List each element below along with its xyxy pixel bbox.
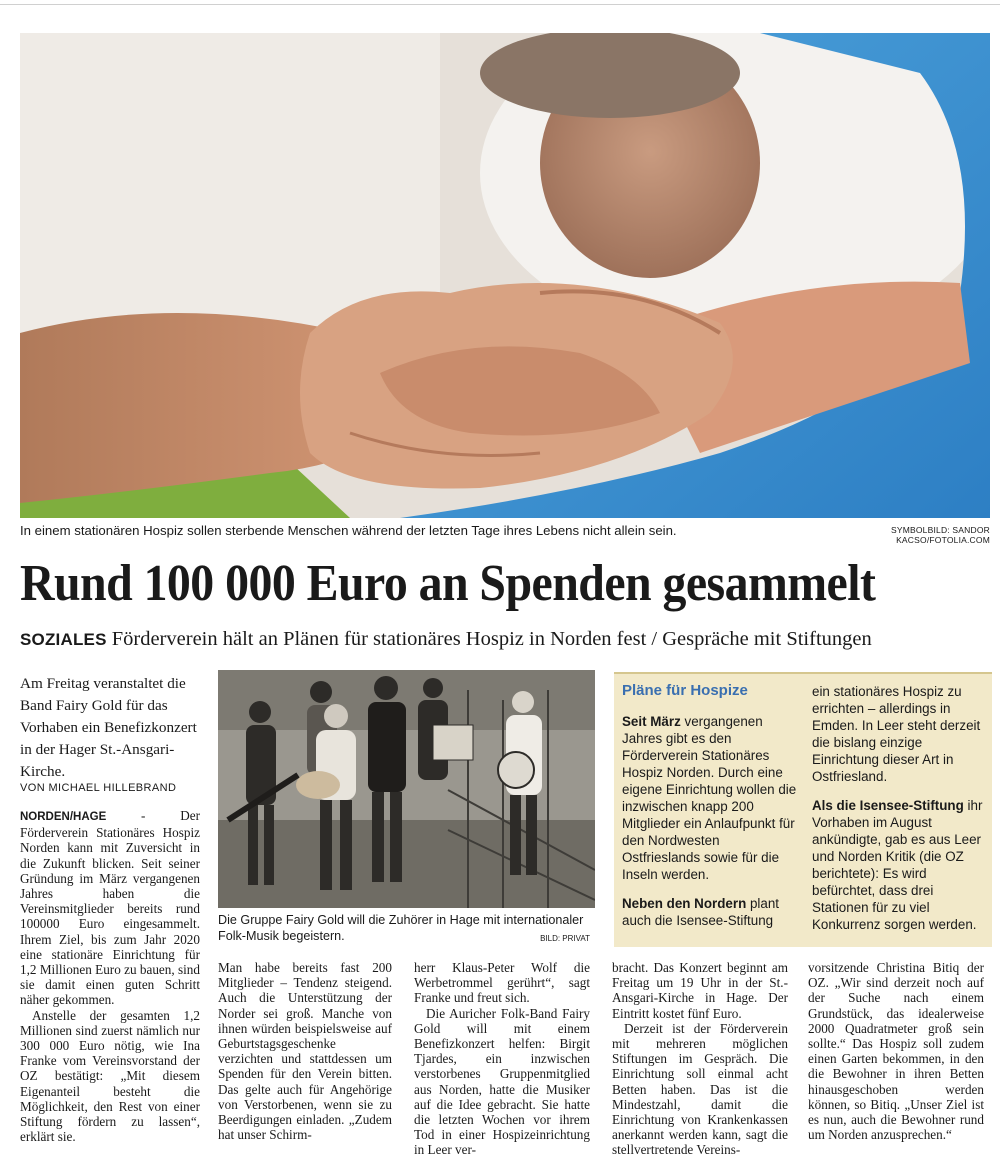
headline: Rund 100 000 Euro an Spenden gesammelt xyxy=(20,555,876,612)
hero-photo-credit: SYMBOLBILD: SANDOR KACSO/FOTOLIA.COM xyxy=(890,525,990,545)
hero-caption: In einem stationären Hospiz sollen sterbende Menschen während der letzten Tage ihres Lebens nicht allein sein. xyxy=(20,523,677,538)
info-lead: Neben den Nordern xyxy=(622,896,747,911)
article-paragraph: bracht. Das Konzert beginnt am Freitag um 19 Uhr in der St.-Ansgari-Kirche in Hage. Der Eintritt kostet fünf Euro. xyxy=(612,960,788,1021)
byline: VON MICHAEL HILLEBRAND xyxy=(20,782,177,794)
intro-teaser: Am Freitag veranstaltet die Band Fairy Gold für das Vorhaben ein Benefizkonzert in der Hager St.-Ansgari-Kirche. xyxy=(20,675,197,780)
page-top-rule xyxy=(0,4,1000,5)
info-paragraph: ein stationäres Hospiz zu errichten – allerdings in Emden. In Leer steht derzeit die bislang einzige Einrichtung dieser Art in Ostfriesland. xyxy=(812,684,981,784)
info-paragraph xyxy=(812,797,984,933)
info-text: ihr Vorhaben im August ankündigte, gab es aus Leer und Norden Kritik (die OZ berichtete): Es wird befürchtet, dass drei Stationen für zu viel Konkurrenz sorgen werden. xyxy=(812,798,983,932)
hero-photo xyxy=(20,33,990,518)
article-column-3 xyxy=(414,960,590,1158)
article-column-5 xyxy=(808,960,984,1142)
info-box-column-right xyxy=(812,683,984,933)
article-paragraph: Man habe bereits fast 200 Mitglieder – Tendenz steigend. Auch die Unterstützung der Norder sei groß. Manche von ihnen würden beispielsweise auf Geburtstagsgeschenke verzichten und stattdessen um Spenden für den Verein bitten. Das gelte auch für Angehörige von Verstorbenen, wenn sie zu Beerdigungen einladen. „Zudem hat unser Schirm- xyxy=(218,960,392,1143)
info-paragraph xyxy=(622,895,798,929)
band-photo-credit: BILD: PRIVAT xyxy=(540,934,590,943)
info-text: plant auch die Isensee-Stiftung xyxy=(622,896,780,928)
dateline: NORDEN/HAGE xyxy=(20,811,107,823)
info-lead: Seit März xyxy=(622,714,681,729)
article-paragraph xyxy=(20,808,200,1008)
subheadline xyxy=(20,626,990,653)
article-paragraph: vorsitzende Christina Bitiq der OZ. „Wir sind derzeit noch auf der Suche nach einem Grundstück, das idealerweise 2000 Quadratmeter groß sein sollte.“ Das Hospiz soll zudem einen Garten bekommen, in den die Bewohner in ihren Betten hinausgeschoben werden können, so Bitiq. „Unser Ziel ist es nun, auch die Bewohner rund um Norden anzusprechen.“ xyxy=(808,960,984,1143)
info-lead: Als die Isensee-Stiftung xyxy=(812,798,964,813)
article-paragraph: Derzeit ist der Förderverein mit mehreren möglichen Stiftungen im Gespräch. Die Einrichtung soll einmal acht Betten haben. Das ist die Mindestzahl, damit die Einrichtung von Krankenkassen anerkannt werden kann, sagt die stellvertretende Vereins- xyxy=(612,1020,788,1158)
article-column-2 xyxy=(218,960,392,1142)
band-photo-caption: Die Gruppe Fairy Gold will die Zuhörer in Hage mit internationaler Folk-Musik begeistern. xyxy=(218,913,584,943)
band-photo xyxy=(218,670,595,908)
article-paragraph: Anstelle der gesamten 1,2 Millionen sind zuerst nämlich nur 300 000 Euro nötig, wie Ina Franke vom Vereinsvorstand der OZ bestätigt: „Mit diesem Eigenanteil besteht die Möglichkeit, den Rest von einer Stiftung fördern zu lassen“, erklärt sie. xyxy=(20,1007,200,1145)
info-box-title: Pläne für Hospize xyxy=(622,682,748,699)
article-paragraph: Die Auricher Folk-Band Fairy Gold will mit einem Benefizkonzert helfen: Birgit Tjardes, ein inzwischen verstorbenes Gruppenmitglied aus Norden, hatte die Musiker auf die Idee gebracht. Sie hatte die letzten Wochen vor ihrem Tod in einer Hospizeinrichtung in Leer ver- xyxy=(414,1005,590,1158)
article-paragraph: herr Klaus-Peter Wolf die Werbetrommel gerührt“, sagt Franke und freut sich. xyxy=(414,960,590,1006)
article-column-4 xyxy=(612,960,788,1158)
info-paragraph xyxy=(622,713,798,883)
article-column-1 xyxy=(20,808,200,1144)
subheadline-text: Förderverein hält an Plänen für stationäres Hospiz in Norden fest / Gespräche mit Stiftungen xyxy=(111,628,872,650)
info-box-column-left xyxy=(622,713,798,929)
article-text: - Der Förderverein Stationäres Hospiz Norden kann mit Zuversicht in die Zukunft blicken. Seit seiner Gründung im März vergangenen Jahres haben die Vereinsmitglieder bereits rund 100000 Euro eingesammelt. Ihrem Ziel, bis zum Jahr 2020 eine stationäre Einrichtung für 1,2 Millionen Euro zu bauen, sind sie damit einen guten Schritt näher gekommen. xyxy=(20,808,200,1008)
section-kicker: SOZIALES xyxy=(20,630,107,649)
info-text: vergangenen Jahres gibt es den Förderverein Stationäres Hospiz Norden. Durch eine eigene Einrichtung wollen die inzwischen knapp 200 Mitglieder ein Anlaufpunkt für den Nordwesten Ostfrieslands sowie für die Inseln werden. xyxy=(622,714,797,882)
